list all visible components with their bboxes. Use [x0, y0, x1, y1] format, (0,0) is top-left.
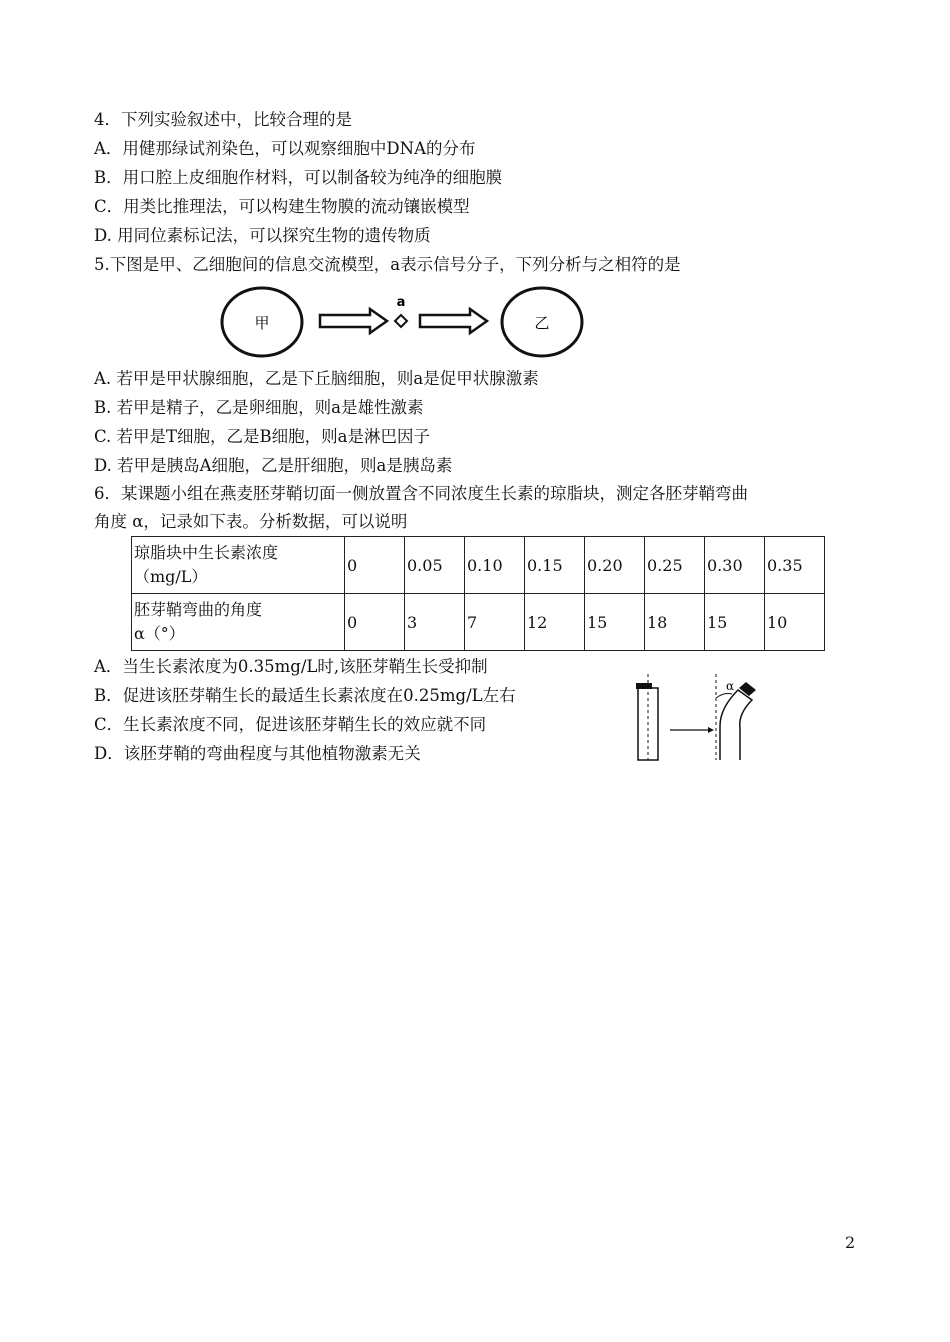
table-cell: 0.05	[405, 537, 465, 594]
q5-option-b: B. 若甲是精子，乙是卵细胞，则a是雄性激素	[94, 398, 424, 417]
table-cell: 15	[705, 594, 765, 651]
table-cell: 18	[645, 594, 705, 651]
cell-yi-label: 乙	[534, 314, 550, 332]
table-cell: 0.35	[765, 537, 825, 594]
angle-header: 胚芽鞘弯曲的角度	[134, 600, 263, 619]
table-cell: 12	[525, 594, 585, 651]
table-cell: 0.10	[465, 537, 525, 594]
table-cell: 3	[405, 594, 465, 651]
table-row	[132, 537, 825, 594]
page-number: 2	[845, 1233, 856, 1252]
cell-jia-label: 甲	[254, 314, 270, 332]
table-cell: 15	[585, 594, 645, 651]
table-cell: 0.30	[705, 537, 765, 594]
auxin-data-table	[131, 536, 825, 651]
table-row	[132, 594, 825, 651]
q6-stem-line2: 角度 α，记录如下表。分析数据，可以说明	[94, 512, 408, 531]
q5-option-c: C. 若甲是T细胞，乙是B细胞，则a是淋巴因子	[94, 427, 430, 446]
cell-communication-diagram	[215, 284, 595, 366]
q4-option-d: D. 用同位素标记法，可以探究生物的遗传物质	[94, 226, 431, 245]
q5-stem: 5.下图是甲、乙细胞间的信息交流模型，a表示信号分子，下列分析与之相符的是	[94, 255, 681, 274]
coleoptile-bending-diagram	[628, 668, 768, 764]
bent-coleoptile	[720, 690, 752, 760]
q4-option-b: B．用口腔上皮细胞作材料，可以制备较为纯净的细胞膜	[94, 168, 503, 187]
q6-option-c: C．生长素浓度不同，促进该胚芽鞘生长的效应就不同	[94, 715, 487, 734]
angle-unit: α（°）	[134, 624, 185, 643]
alpha-angle-label: α	[726, 679, 735, 693]
signal-diamond-icon	[395, 315, 407, 327]
table-cell: 10	[765, 594, 825, 651]
q6-option-a: A．当生长素浓度为0.35mg/L时,该胚芽鞘生长受抑制	[94, 657, 488, 676]
table-cell: 0	[345, 594, 405, 651]
table-cell: 0.15	[525, 537, 585, 594]
table-cell: 0.25	[645, 537, 705, 594]
q4-option-a: A．用健那绿试剂染色，可以观察细胞中DNA的分布	[94, 139, 476, 158]
table-cell: 0	[345, 537, 405, 594]
concentration-unit: （mg/L）	[134, 567, 208, 586]
q6-option-d: D．该胚芽鞘的弯曲程度与其他植物激素无关	[94, 744, 421, 763]
arrow-right-icon	[708, 727, 714, 733]
q6-option-b: B．促进该胚芽鞘生长的最适生长素浓度在0.25mg/L左右	[94, 686, 516, 705]
table-cell: 0.20	[585, 537, 645, 594]
q5-option-d: D. 若甲是胰岛A细胞，乙是肝细胞，则a是胰岛素	[94, 456, 453, 475]
table-row-header	[132, 537, 345, 594]
concentration-header: 琼脂块中生长素浓度	[134, 543, 279, 562]
table-row-header	[132, 594, 345, 651]
signal-a-label: a	[396, 295, 406, 310]
q5-option-a: A. 若甲是甲状腺细胞，乙是下丘脑细胞，则a是促甲状腺激素	[94, 369, 539, 388]
arrow-right-icon	[320, 309, 387, 333]
agar-block	[636, 683, 652, 689]
q6-stem-line1: 6．某课题小组在燕麦胚芽鞘切面一侧放置含不同浓度生长素的琼脂块，测定各胚芽鞘弯曲	[94, 484, 748, 503]
arrow-right-icon	[420, 309, 487, 333]
q4-option-c: C．用类比推理法，可以构建生物膜的流动镶嵌模型	[94, 197, 470, 216]
agar-block-tilted	[739, 682, 756, 696]
q4-stem: 4．下列实验叙述中，比较合理的是	[94, 110, 352, 129]
table-cell: 7	[465, 594, 525, 651]
